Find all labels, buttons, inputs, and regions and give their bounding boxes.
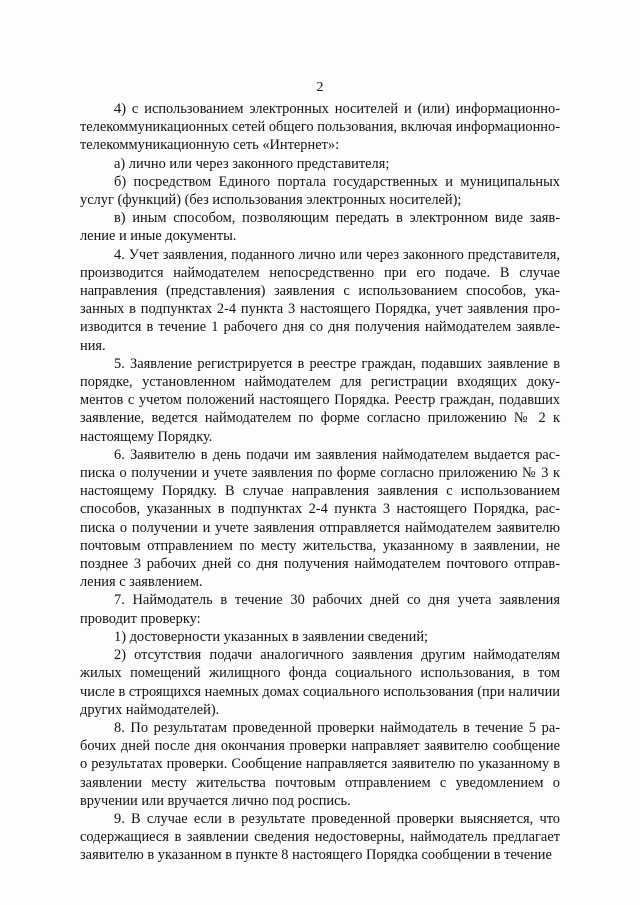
paragraph-subitem-2: 2) отсутствия подачи аналогичного заявления другим наймодателям жилых помещений жилищного фонда социального использования, в том числе в строящихся наемных домах социального использования (при наличии других наймодателей). bbox=[80, 647, 560, 718]
paragraph-clause-7: 7. Наймодатель в течение 30 рабочих дней со дня учета заявления проводит проверку: bbox=[80, 592, 560, 627]
paragraph-clause-5: 5. Заявление регистрируется в реестре граждан, подавших заявление в порядке, установленном наймодателем для регистрации входящих документов с учетом положений настоящего Порядка. Реестр граждан, подавших заявление, ведется наймодателем по форме согласно приложению № 2 к настоящему Порядку. bbox=[80, 355, 560, 445]
paragraph-clause-9: 9. В случае если в результате проведенной проверки выясняется, что содержащиеся в заявлении сведения недостоверны, наймодатель предлагает заявителю в указанном в пункте 8 настоящего Порядка сообщении в течение bbox=[80, 810, 560, 864]
paragraph-clause-8: 8. По результатам проведенной проверки наймодатель в течение 5 рабочих дней после дня окончания проверки направляет заявителю сообщение о результатах проверки. Сообщение направляется заявителю по указанному в заявлении месту жительства почтовым отправлением с уведомлением о вручении или вручается лично под роспись. bbox=[80, 719, 560, 809]
paragraph-subitem-a: а) лично или через законного представителя; bbox=[114, 155, 390, 172]
page-number: 2 bbox=[316, 80, 324, 95]
paragraph-subitem-b: б) посредством Единого портала государственных и муниципальных услуг (функций) (без использования электронных носителей); bbox=[80, 173, 560, 209]
paragraph-subitem-1: 1) достоверности указанных в заявлении сведений; bbox=[114, 628, 429, 645]
document-body bbox=[80, 100, 560, 865]
paragraph-clause-6: 6. Заявителю в день подачи им заявления наймодателем выдается расписка о получении и учете заявления по форме согласно приложению № 3 к настоящему Порядку. В случае направления заявления с использованием способов, указанных в подпунктах 2-4 пункта 3 настоящего Порядка, расписка о получении и учете заявления отправляется наймодателем заявителю почтовым отправлением по месту жительства, указанному в заявлении, не позднее 3 рабочих дней со дня получения наймодателем почтового отправления с заявлением. bbox=[80, 446, 560, 591]
paragraph-item-4: 4) с использованием электронных носителей и (или) информационно-телекоммуникационных сетей общего пользования, включая информационно-телекоммуникационную сеть «Интернет»: bbox=[80, 101, 560, 154]
paragraph-subitem-v: в) иным способом, позволяющим передать в электронном виде заявление и иные документы. bbox=[80, 210, 560, 245]
paragraph-clause-4: 4. Учет заявления, поданного лично или через законного представителя, производится наймодателем непосредственно при его подаче. В случае направления (представления) заявления с использованием способов, указанных в подпунктах 2-4 пункта 3 настоящего Порядка, учет заявления производится в течение 1 рабочего дня со дня получения наймодателем заявления. bbox=[80, 246, 560, 354]
